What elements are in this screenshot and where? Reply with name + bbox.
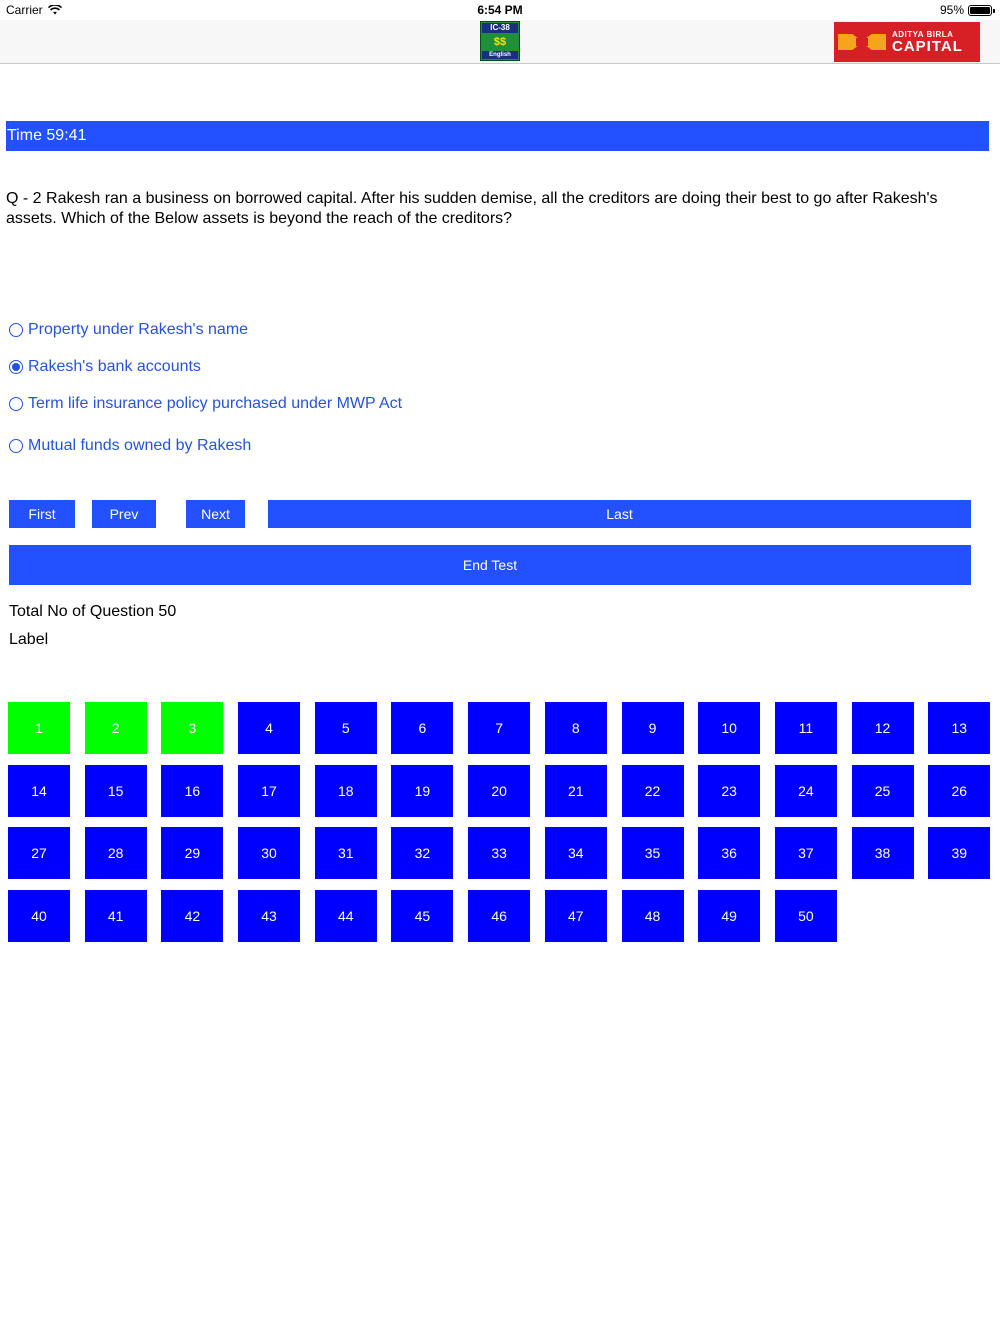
question-number-button[interactable]: 38: [852, 827, 914, 879]
battery-icon: [968, 5, 992, 16]
brand-logo: [834, 22, 980, 62]
question-number-button[interactable]: 39: [928, 827, 990, 879]
question-number-button[interactable]: 48: [622, 890, 684, 942]
question-number-button[interactable]: 10: [698, 702, 760, 754]
question-number-button[interactable]: 19: [391, 765, 453, 817]
total-questions: Total No of Question 50: [9, 603, 177, 620]
question-number-button[interactable]: 22: [622, 765, 684, 817]
next-button[interactable]: Next: [186, 500, 245, 528]
app-logo-mid: $$: [493, 36, 507, 48]
question-number-button[interactable]: 36: [698, 827, 760, 879]
question-number-button[interactable]: 12: [852, 702, 914, 754]
brand-name-big: CAPITAL: [892, 37, 963, 55]
clock: 6:54 PM: [477, 3, 523, 17]
question-number-button[interactable]: 27: [8, 827, 70, 879]
question-number-button[interactable]: 25: [852, 765, 914, 817]
question-number-button[interactable]: 24: [775, 765, 837, 817]
question-number-button[interactable]: 11: [775, 702, 837, 754]
prev-button[interactable]: Prev: [92, 500, 156, 528]
app-logo-bottom: English: [482, 51, 518, 59]
radio-icon[interactable]: [9, 323, 23, 337]
question-number-button[interactable]: 6: [391, 702, 453, 754]
question-number-button[interactable]: 32: [391, 827, 453, 879]
first-button[interactable]: First: [9, 500, 75, 528]
question-number-button[interactable]: 16: [161, 765, 223, 817]
question-number-button[interactable]: 49: [698, 890, 760, 942]
app-logo-top: IC-38: [482, 23, 518, 33]
question-number-button[interactable]: 28: [85, 827, 147, 879]
battery-percent: 95%: [939, 3, 964, 17]
question-number-button[interactable]: 47: [545, 890, 607, 942]
question-number-button[interactable]: 23: [698, 765, 760, 817]
option-label: Property under Rakesh's name: [28, 321, 249, 338]
question-number-button[interactable]: 40: [8, 890, 70, 942]
brand-name-small: ADITYA BIRLA: [892, 29, 954, 39]
question-number-button[interactable]: 33: [468, 827, 530, 879]
question-grid: [8, 702, 993, 942]
radio-icon[interactable]: [9, 397, 23, 411]
question-number-button[interactable]: 5: [315, 702, 377, 754]
question-number-button[interactable]: 20: [468, 765, 530, 817]
question-text: Q - 2 Rakesh ran a business on borrowed capital. After his sudden demise, all the creditors are doing their best to go after Rakesh's assets. Which of the Below assets is beyond the reach of the creditors?: [6, 190, 938, 227]
brand-mark-icon: [838, 34, 886, 50]
question-number-button[interactable]: 30: [238, 827, 300, 879]
question-number-button[interactable]: 21: [545, 765, 607, 817]
question-number-button[interactable]: 44: [315, 890, 377, 942]
question-number-button[interactable]: 34: [545, 827, 607, 879]
question-number-button[interactable]: 1: [8, 702, 70, 754]
status-label: Label: [9, 631, 49, 648]
status-bar: [0, 0, 1000, 20]
carrier-label: Carrier: [6, 3, 43, 17]
question-number-button[interactable]: 42: [161, 890, 223, 942]
radio-icon[interactable]: [9, 439, 23, 453]
question-number-button[interactable]: 35: [622, 827, 684, 879]
question-number-button[interactable]: 13: [928, 702, 990, 754]
question-number-button[interactable]: 26: [928, 765, 990, 817]
radio-icon[interactable]: [9, 360, 23, 374]
question-number-button[interactable]: 18: [315, 765, 377, 817]
timer-bar: Time 59:41: [6, 121, 989, 151]
question-number-button[interactable]: 17: [238, 765, 300, 817]
question-number-button[interactable]: 15: [85, 765, 147, 817]
option-1[interactable]: [9, 320, 248, 340]
last-button[interactable]: Last: [268, 500, 971, 528]
question-number-button[interactable]: 2: [85, 702, 147, 754]
question-number-button[interactable]: 29: [161, 827, 223, 879]
app-logo: [480, 21, 520, 61]
question-number-button[interactable]: 37: [775, 827, 837, 879]
question-number-button[interactable]: 50: [775, 890, 837, 942]
end-test-button[interactable]: End Test: [9, 545, 971, 585]
option-label: Mutual funds owned by Rakesh: [28, 437, 252, 454]
nav-bar: [0, 20, 1000, 64]
question-number-button[interactable]: 7: [468, 702, 530, 754]
option-4[interactable]: [9, 436, 251, 456]
brand-name: [892, 31, 963, 54]
question-number-button[interactable]: 3: [161, 702, 223, 754]
option-2[interactable]: [9, 357, 201, 377]
option-label: Term life insurance policy purchased under MWP Act: [28, 395, 403, 412]
question-number-button[interactable]: 9: [622, 702, 684, 754]
question-number-button[interactable]: 4: [238, 702, 300, 754]
option-3[interactable]: [9, 394, 402, 414]
question-number-button[interactable]: 14: [8, 765, 70, 817]
question-number-button[interactable]: 41: [85, 890, 147, 942]
question-number-button[interactable]: 46: [468, 890, 530, 942]
battery-info: [940, 3, 992, 17]
question-number-button[interactable]: 43: [238, 890, 300, 942]
question-number-button[interactable]: 45: [391, 890, 453, 942]
question-number-button[interactable]: 31: [315, 827, 377, 879]
option-label: Rakesh's bank accounts: [28, 358, 201, 375]
question-number-button[interactable]: 8: [545, 702, 607, 754]
